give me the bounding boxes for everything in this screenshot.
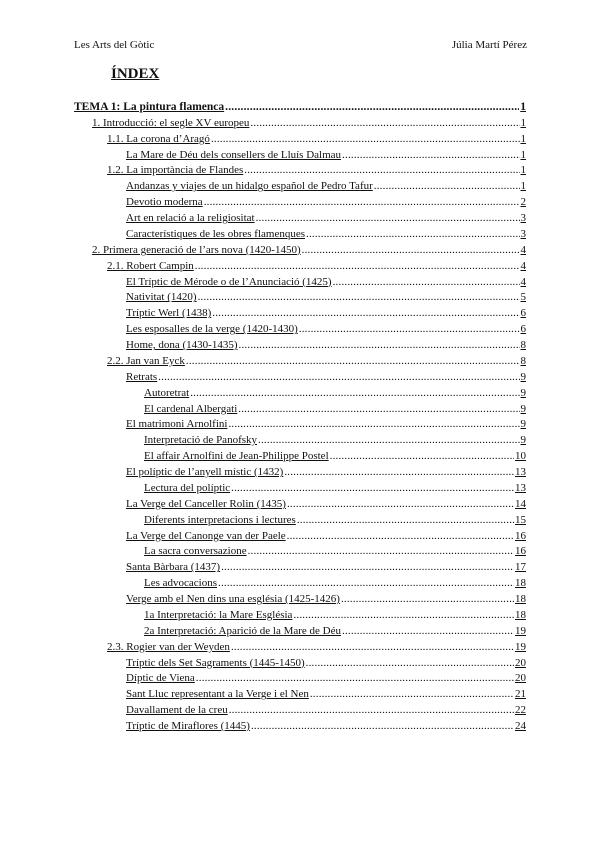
toc-entry-label[interactable]: Santa Bàrbara (1437): [126, 561, 221, 574]
toc-entry[interactable]: [74, 386, 526, 402]
toc-entry-page-number[interactable]: 3: [520, 227, 526, 240]
toc-dot-leader: [244, 163, 519, 179]
toc-entry[interactable]: [74, 608, 526, 624]
toc-entry-page-number[interactable]: 8: [520, 354, 526, 367]
toc-dot-leader: [204, 195, 520, 211]
toc-entry[interactable]: [74, 132, 526, 148]
toc-entry-page-number[interactable]: 1: [520, 100, 526, 113]
toc-entry[interactable]: [74, 306, 526, 322]
toc-entry-page-number[interactable]: 9: [520, 402, 526, 415]
toc-entry[interactable]: [74, 116, 526, 132]
toc-entry[interactable]: [74, 338, 526, 354]
toc-entry[interactable]: [74, 449, 526, 465]
toc-entry-page-number[interactable]: 13: [515, 466, 526, 479]
toc-entry-page-number[interactable]: 6: [520, 307, 526, 320]
toc-entry-page-number[interactable]: 1: [520, 116, 526, 129]
toc-entry-label[interactable]: El políptic de l’anyell místic (1432): [126, 466, 284, 479]
toc-entry-label[interactable]: 2.3. Rogier van der Weyden: [107, 640, 230, 653]
toc-entry-page-number[interactable]: 4: [520, 259, 526, 272]
toc-entry-page-number[interactable]: 10: [515, 450, 526, 463]
toc-entry-page-number[interactable]: 16: [515, 529, 526, 542]
toc-entry-label[interactable]: 1.2. La importància de Flandes: [107, 164, 244, 177]
toc-entry-label[interactable]: Lectura del políptic: [144, 481, 231, 494]
toc-entry-page-number[interactable]: 16: [515, 545, 526, 558]
toc-entry-label[interactable]: 1.1. La corona d’Aragó: [107, 132, 210, 145]
toc-entry-label[interactable]: Sant Lluc representant a la Verge i el Nen: [126, 688, 309, 701]
toc-entry-label[interactable]: Davallament de la creu: [126, 704, 228, 717]
toc-dot-leader: [306, 656, 514, 672]
toc-entry[interactable]: [74, 322, 526, 338]
toc-entry[interactable]: [74, 497, 526, 513]
toc-entry-page-number[interactable]: 24: [515, 720, 526, 733]
toc-entry-label[interactable]: El cardenal Albergati: [144, 402, 238, 415]
toc-entry-page-number[interactable]: 13: [515, 481, 526, 494]
toc-entry-label[interactable]: La Mare de Déu dels consellers de Lluís Dalmau: [126, 148, 342, 161]
toc-entry[interactable]: [74, 370, 526, 386]
toc-dot-leader: [228, 417, 519, 433]
toc-dot-leader: [297, 513, 514, 529]
toc-dot-leader: [302, 243, 520, 259]
toc-entry[interactable]: [74, 243, 526, 259]
toc-entry-page-number[interactable]: 18: [515, 608, 526, 621]
toc-entry-label[interactable]: 2.2. Jan van Eyck: [107, 354, 185, 367]
toc-entry-label[interactable]: Home, dona (1430-1435): [126, 339, 238, 352]
header-author: Júlia Martí Pérez: [451, 39, 527, 51]
toc-entry[interactable]: [74, 195, 526, 211]
toc-entry-label[interactable]: Díptic de Viena: [126, 672, 195, 685]
toc-entry-label[interactable]: Característiques de les obres flamenques: [126, 227, 305, 240]
toc-dot-leader: [342, 624, 514, 640]
toc-entry[interactable]: [74, 576, 526, 592]
toc-entry[interactable]: [74, 687, 526, 703]
toc-entry-label[interactable]: Retrats: [126, 370, 158, 383]
toc-entry-page-number[interactable]: 22: [515, 704, 526, 717]
toc-dot-leader: [250, 116, 519, 132]
toc-dot-leader: [225, 100, 519, 116]
toc-dot-leader: [239, 338, 520, 354]
toc-dot-leader: [342, 148, 519, 164]
toc-dot-leader: [229, 703, 514, 719]
toc-entry-label[interactable]: El matrimoni Arnolfini: [126, 418, 228, 431]
toc-entry-page-number[interactable]: 19: [515, 624, 526, 637]
toc-entry-page-number[interactable]: 5: [520, 291, 526, 304]
toc-entry-label[interactable]: Les esposalles de la verge (1420-1430): [126, 323, 298, 336]
toc-dot-leader: [287, 497, 514, 513]
toc-dot-leader: [238, 402, 519, 418]
toc-entry[interactable]: [74, 433, 526, 449]
toc-entry-page-number[interactable]: 9: [520, 386, 526, 399]
toc-entry[interactable]: [74, 179, 526, 195]
toc-entry-label[interactable]: La sacra conversazione: [144, 545, 247, 558]
toc-entry-label[interactable]: Tríptic de Miraflores (1445): [126, 720, 250, 733]
toc-dot-leader: [248, 544, 514, 560]
toc-entry[interactable]: [74, 719, 526, 735]
toc-entry[interactable]: [74, 672, 526, 688]
toc-entry-label[interactable]: El Tríptic de Mérode o de l’Anunciació (1425): [126, 275, 332, 288]
toc-entry[interactable]: [74, 592, 526, 608]
toc-entry-page-number[interactable]: 2: [520, 196, 526, 209]
toc-entry-page-number[interactable]: 17: [515, 561, 526, 574]
toc-entry-label[interactable]: Autoretrat: [144, 386, 190, 399]
toc-entry-page-number[interactable]: 3: [520, 212, 526, 225]
toc-entry-label[interactable]: Diferents interpretacions i lectures: [144, 513, 296, 526]
toc-entry-label[interactable]: La Verge del Canceller Rolin (1435): [126, 497, 286, 510]
toc-dot-leader: [284, 465, 514, 481]
toc-entry-page-number[interactable]: 20: [515, 672, 526, 685]
toc-entry-page-number[interactable]: 20: [515, 656, 526, 669]
toc-entry[interactable]: [74, 100, 526, 116]
page-title: ÍNDEX: [111, 66, 160, 82]
toc-entry[interactable]: [74, 227, 526, 243]
toc-dot-leader: [231, 481, 514, 497]
toc-entry-label[interactable]: La Verge del Canonge van der Paele: [126, 529, 286, 542]
toc-entry[interactable]: [74, 640, 526, 656]
toc-dot-leader: [310, 687, 514, 703]
page-header: [74, 37, 527, 53]
toc-entry-page-number[interactable]: 1: [520, 180, 526, 193]
toc-entry[interactable]: [74, 703, 526, 719]
toc-entry-label[interactable]: 2a Interpretació: Aparició de la Mare de Déu: [144, 624, 341, 637]
toc-entry-label[interactable]: 2. Primera generació de l’ars nova (1420-1450): [92, 243, 301, 256]
toc-dot-leader: [299, 322, 520, 338]
toc-dot-leader: [218, 576, 514, 592]
toc-dot-leader: [190, 386, 519, 402]
toc-entry[interactable]: [74, 513, 526, 529]
toc-dot-leader: [256, 211, 520, 227]
toc-entry[interactable]: [74, 354, 526, 370]
toc-dot-leader: [293, 608, 514, 624]
table-of-contents: [74, 100, 526, 735]
toc-entry[interactable]: [74, 164, 526, 180]
toc-entry-page-number[interactable]: 19: [515, 640, 526, 653]
toc-dot-leader: [198, 290, 520, 306]
toc-entry-label[interactable]: 1. Introducció: el segle XV europeu: [92, 116, 250, 129]
toc-entry-page-number[interactable]: 9: [520, 370, 526, 383]
toc-entry-label[interactable]: Interpretació de Panofsky: [144, 434, 258, 447]
toc-entry[interactable]: [74, 545, 526, 561]
toc-entry-label[interactable]: TEMA 1: La pintura flamenca: [74, 100, 225, 113]
toc-entry[interactable]: [74, 481, 526, 497]
toc-entry-page-number[interactable]: 14: [515, 497, 526, 510]
toc-entry-page-number[interactable]: 8: [520, 339, 526, 352]
toc-entry[interactable]: [74, 418, 526, 434]
toc-dot-leader: [212, 306, 519, 322]
toc-entry-label[interactable]: Tríptic dels Set Sagraments (1445-1450): [126, 656, 305, 669]
toc-entry-page-number[interactable]: 9: [520, 418, 526, 431]
toc-dot-leader: [251, 719, 514, 735]
toc-entry[interactable]: [74, 259, 526, 275]
toc-entry-page-number[interactable]: 1: [520, 164, 526, 177]
toc-entry-page-number[interactable]: 18: [515, 577, 526, 590]
toc-entry[interactable]: [74, 275, 526, 291]
toc-entry-label[interactable]: Nativitat (1420): [126, 291, 197, 304]
toc-dot-leader: [341, 592, 514, 608]
toc-dot-leader: [306, 227, 520, 243]
toc-dot-leader: [231, 640, 514, 656]
toc-entry-page-number[interactable]: 4: [520, 275, 526, 288]
toc-dot-leader: [330, 449, 514, 465]
toc-entry-page-number[interactable]: 1: [520, 148, 526, 161]
toc-entry-page-number[interactable]: 15: [515, 513, 526, 526]
toc-entry[interactable]: [74, 465, 526, 481]
header-course-title: Les Arts del Gòtic: [74, 39, 155, 51]
toc-entry-page-number[interactable]: 9: [520, 434, 526, 447]
toc-dot-leader: [158, 370, 519, 386]
toc-entry[interactable]: [74, 529, 526, 545]
toc-entry-page-number[interactable]: 4: [520, 243, 526, 256]
toc-entry-label[interactable]: Devotio moderna: [126, 196, 203, 209]
toc-entry-page-number[interactable]: 18: [515, 593, 526, 606]
toc-entry-label[interactable]: Tríptic Werl (1438): [126, 307, 212, 320]
toc-dot-leader: [333, 275, 520, 291]
toc-entry-label[interactable]: Andanzas y viajes de un hidalgo español de Pedro Tafur: [126, 180, 373, 193]
toc-dot-leader: [186, 354, 520, 370]
toc-dot-leader: [287, 529, 514, 545]
toc-entry-label[interactable]: 2.1. Robert Campin: [107, 259, 194, 272]
toc-dot-leader: [221, 560, 514, 576]
toc-entry-page-number[interactable]: 1: [520, 132, 526, 145]
toc-entry-label[interactable]: Les advocacions: [144, 577, 217, 590]
toc-dot-leader: [374, 179, 520, 195]
toc-entry-label[interactable]: Verge amb el Nen dins una església (1425-1426): [126, 593, 340, 606]
toc-dot-leader: [196, 671, 514, 687]
toc-entry[interactable]: [74, 560, 526, 576]
toc-entry[interactable]: [74, 291, 526, 307]
toc-entry[interactable]: [74, 148, 526, 164]
toc-entry-label[interactable]: Art en relació a la religiositat: [126, 212, 255, 225]
toc-entry-label[interactable]: 1a Interpretació: la Mare Església: [144, 608, 293, 621]
toc-dot-leader: [195, 259, 520, 275]
toc-dot-leader: [211, 132, 520, 148]
toc-entry[interactable]: [74, 624, 526, 640]
toc-entry-label[interactable]: El affair Arnolfini de Jean-Philippe Postel: [144, 450, 329, 463]
toc-entry[interactable]: [74, 211, 526, 227]
toc-entry[interactable]: [74, 656, 526, 672]
toc-entry[interactable]: [74, 402, 526, 418]
toc-entry-page-number[interactable]: 21: [515, 688, 526, 701]
toc-entry-page-number[interactable]: 6: [520, 323, 526, 336]
toc-dot-leader: [258, 433, 519, 449]
